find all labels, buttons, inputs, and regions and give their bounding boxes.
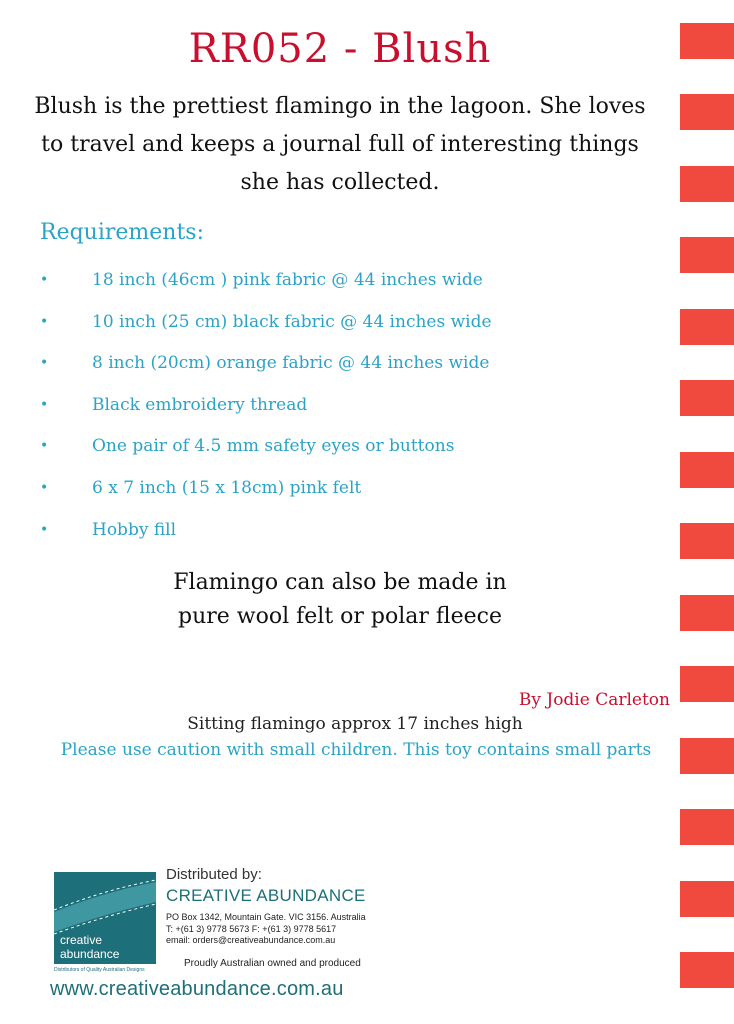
distributor-block xyxy=(166,866,366,947)
distributor-email: email: orders@creativeabundance.com.au xyxy=(166,935,336,945)
logo-tagline: Distributors of Quality Australian Designs xyxy=(54,967,145,973)
stripe xyxy=(680,309,734,345)
bullet-icon: • xyxy=(40,479,49,496)
stripe xyxy=(680,881,734,917)
logo-text-line: abundance xyxy=(60,947,120,961)
distributor-address: PO Box 1342, Mountain Gate. VIC 3156. Australia xyxy=(166,912,366,922)
material-note xyxy=(150,566,530,634)
logo-text-line: creative xyxy=(60,933,103,947)
bullet-icon: • xyxy=(40,438,49,455)
material-note-line: Flamingo can also be made in xyxy=(173,570,507,595)
proudly-australian-note: Proudly Australian owned and produced xyxy=(184,958,361,969)
stripe xyxy=(680,523,734,559)
stripe xyxy=(680,952,734,988)
author-credit: By Jodie Carleton xyxy=(518,690,670,710)
bullet-icon: • xyxy=(40,355,49,372)
stripe xyxy=(680,809,734,845)
requirement-text: 10 inch (25 cm) black fabric @ 44 inches wide xyxy=(92,311,492,332)
stripe xyxy=(680,237,734,273)
requirements-heading: Requirements: xyxy=(40,220,205,245)
requirement-text: Black embroidery thread xyxy=(92,394,308,415)
stripe xyxy=(680,166,734,202)
stripe xyxy=(680,738,734,774)
requirement-text: 6 x 7 inch (15 x 18cm) pink felt xyxy=(92,477,362,498)
bullet-icon: • xyxy=(40,396,49,413)
stripe xyxy=(680,94,734,130)
creative-abundance-logo xyxy=(54,872,156,974)
requirement-text: 18 inch (46cm ) pink fabric @ 44 inches wide xyxy=(92,270,483,290)
stripe xyxy=(680,595,734,631)
requirement-text: Hobby fill xyxy=(92,519,177,540)
requirement-text: One pair of 4.5 mm safety eyes or buttons xyxy=(92,436,455,457)
page-title: RR052 - Blush xyxy=(188,26,492,72)
distributor-phone: T: +(61 3) 9778 5673 F: +(61 3) 9778 5617 xyxy=(166,923,337,934)
distributor-label: Distributed by: xyxy=(166,866,262,883)
bullet-icon: • xyxy=(40,521,49,538)
stripe xyxy=(680,666,734,702)
stripe xyxy=(680,23,734,59)
website-link[interactable]: www.creativeabundance.com.au xyxy=(50,978,344,1000)
decorative-stripe-border xyxy=(680,0,734,1024)
stripe xyxy=(680,452,734,488)
distributor-name: CREATIVE ABUNDANCE xyxy=(166,886,366,905)
intro-paragraph: Blush is the prettiest flamingo in the lagoon. She loves to travel and keeps a journal full of interesting things she has collected. xyxy=(34,94,646,195)
bullet-icon: • xyxy=(40,272,49,288)
material-note-line: pure wool felt or polar fleece xyxy=(178,604,502,629)
caution-note: Please use caution with small children. This toy contains small parts xyxy=(60,740,652,760)
requirement-text: 8 inch (20cm) orange fabric @ 44 inches wide xyxy=(92,353,490,374)
height-note: Sitting flamingo approx 17 inches high xyxy=(187,714,523,734)
bullet-icon: • xyxy=(40,313,49,330)
stripe xyxy=(680,380,734,416)
